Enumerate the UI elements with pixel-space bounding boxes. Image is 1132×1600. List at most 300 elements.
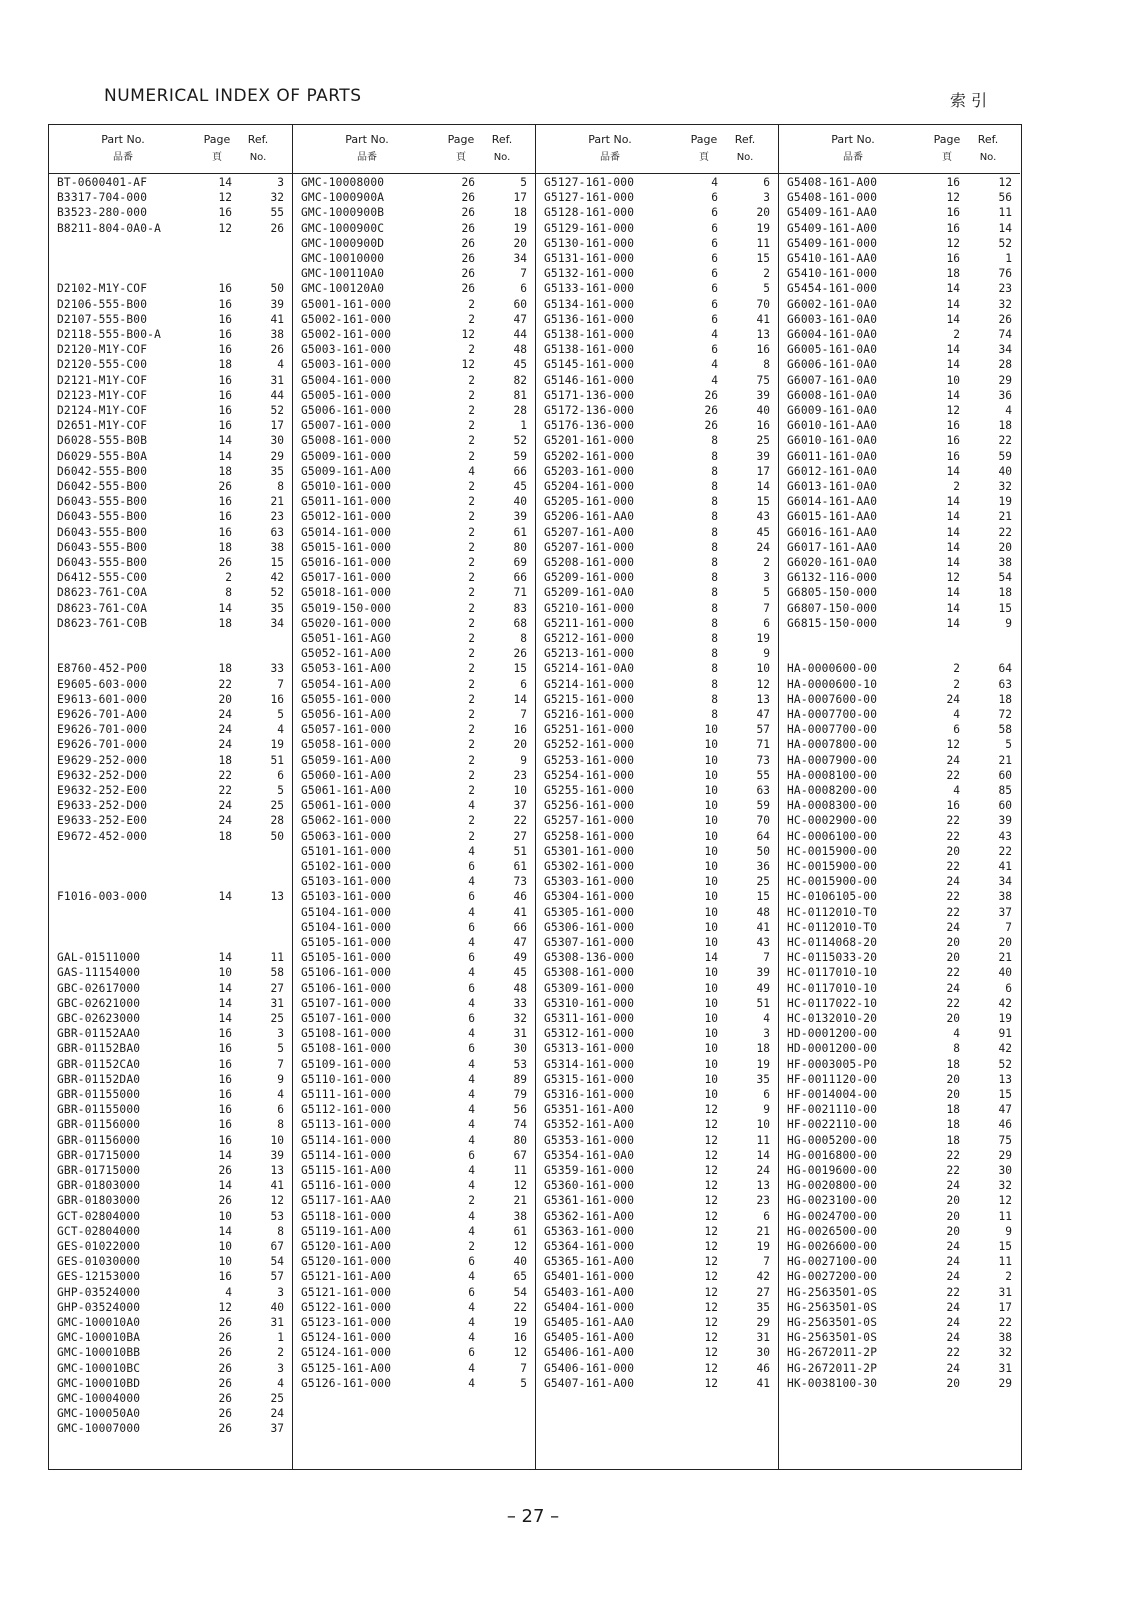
table-row (779, 1241, 1020, 1253)
table-row (536, 800, 778, 812)
ref-number: 4 (1005, 404, 1012, 417)
part-number: G5206-161-AA0 (544, 510, 635, 524)
page-ref: 10 (704, 1027, 718, 1041)
ref-number: 26 (998, 312, 1012, 326)
part-number: GES-01022000 (57, 1240, 141, 1253)
page-ref: 20 (946, 1224, 960, 1238)
table-row (779, 1347, 1020, 1359)
part-number: HF-0011120-00 (787, 1072, 878, 1086)
page-ref: 26 (218, 1194, 232, 1208)
ref-number: 41 (756, 312, 770, 326)
part-number: HK-0038100-30 (787, 1376, 878, 1390)
table-row (536, 648, 778, 660)
table-row (536, 1256, 778, 1268)
table-row (49, 1256, 292, 1268)
page-ref: 4 (468, 1300, 475, 1314)
ref-number: 23 (513, 768, 527, 782)
part-number: GBR-01155000 (57, 1103, 141, 1117)
page-ref: 10 (704, 829, 718, 843)
page-ref: 26 (704, 419, 718, 433)
table-row (49, 375, 292, 387)
table-row (779, 922, 1020, 934)
part-number: G5410-161-AA0 (787, 252, 878, 265)
part-number: G5114-161-000 (301, 1133, 392, 1147)
table-row (779, 937, 1020, 949)
page-ref: 26 (461, 191, 475, 205)
page-ref: 6 (953, 723, 960, 737)
ref-number: 19 (756, 1057, 770, 1071)
table-row (49, 192, 292, 204)
page-ref: 6 (711, 297, 718, 311)
table-row (49, 770, 292, 782)
page-ref: 16 (218, 1057, 232, 1071)
parts-index-table (48, 124, 1022, 1470)
table-row (536, 1013, 778, 1025)
ref-number: 38 (998, 890, 1012, 904)
ref-number: 38 (270, 328, 284, 341)
part-number: G5108-161-000 (301, 1027, 392, 1041)
table-row (293, 1165, 535, 1177)
part-number: G5061-161-A00 (301, 784, 392, 797)
ref-number: 57 (270, 1270, 284, 1284)
part-number: G5115-161-A00 (301, 1164, 392, 1177)
ref-number: 58 (270, 966, 284, 980)
table-row (536, 618, 778, 630)
table-row (49, 1423, 292, 1435)
part-number: G5361-161-000 (544, 1194, 635, 1208)
ref-number: 42 (270, 571, 284, 585)
page-ref: 16 (218, 388, 232, 402)
part-number: E9632-252-E00 (57, 784, 148, 797)
ref-number: 31 (270, 373, 284, 387)
table-row (49, 405, 292, 417)
ref-number: 61 (513, 1224, 527, 1238)
page-ref: 24 (946, 920, 960, 934)
page-ref: 6 (711, 206, 718, 220)
table-row (779, 1302, 1020, 1314)
page-ref: 16 (218, 419, 232, 433)
table-row (49, 329, 292, 341)
page-ref: 26 (218, 1164, 232, 1177)
table-row (536, 831, 778, 843)
part-number: G5213-161-000 (544, 647, 635, 661)
page-ref: 2 (468, 540, 475, 554)
page-ref: 2 (468, 312, 475, 326)
ref-number: 49 (513, 951, 527, 965)
page-ref: 8 (711, 632, 718, 645)
table-row (536, 1119, 778, 1131)
table-row (779, 192, 1020, 204)
page-ref: 10 (704, 1088, 718, 1101)
table-row (536, 1074, 778, 1086)
header-part-no: Part No. (831, 133, 875, 146)
table-row (536, 466, 778, 478)
ref-number: 29 (998, 1376, 1012, 1390)
part-number: G5106-161-000 (301, 966, 392, 980)
part-number: GBC-02621000 (57, 996, 141, 1010)
table-row (293, 283, 535, 295)
table-row (293, 1089, 535, 1101)
page-ref: 26 (461, 176, 475, 189)
part-number: G6012-161-0A0 (787, 464, 878, 478)
table-row (779, 496, 1020, 508)
page-ref: 4 (468, 1179, 475, 1193)
ref-number: 63 (998, 677, 1012, 691)
page-ref: 22 (946, 829, 960, 843)
ref-number: 22 (998, 1316, 1012, 1329)
table-row (536, 451, 778, 463)
ref-number: 45 (513, 966, 527, 980)
ref-number: 11 (998, 1209, 1012, 1223)
part-number: GMC-1000900A (301, 191, 385, 205)
ref-number: 66 (513, 571, 527, 585)
page-ref: 10 (704, 966, 718, 980)
page-ref: 2 (468, 1194, 475, 1208)
table-row (293, 846, 535, 858)
page-ref: 2 (225, 571, 232, 585)
part-number: G5212-161-000 (544, 632, 635, 645)
part-number: G5060-161-A00 (301, 768, 392, 782)
ref-number: 2 (1005, 1270, 1012, 1284)
table-row (536, 1317, 778, 1329)
part-number: G5131-161-000 (544, 252, 635, 265)
table-row (293, 542, 535, 554)
page-ref: 14 (946, 616, 960, 630)
header-ref: Ref. (977, 133, 999, 146)
page-ref: 14 (218, 1224, 232, 1238)
page-ref: 10 (704, 723, 718, 737)
ref-number: 29 (998, 1148, 1012, 1162)
table-row (536, 405, 778, 417)
page-ref: 12 (946, 571, 960, 585)
page-ref: 26 (218, 1407, 232, 1421)
table-row (779, 891, 1020, 903)
part-number: G5408-161-000 (787, 191, 878, 205)
page-ref: 14 (218, 981, 232, 995)
ref-number: 17 (270, 419, 284, 433)
table-row (779, 724, 1020, 736)
ref-number: 40 (998, 464, 1012, 478)
table-row (293, 1332, 535, 1344)
page-ref: 12 (704, 1346, 718, 1360)
table-row (536, 1135, 778, 1147)
part-number: G5454-161-000 (787, 282, 878, 296)
part-number: G6010-161-0A0 (787, 434, 878, 448)
part-number: D6043-555-B00 (57, 525, 148, 539)
table-row (779, 1135, 1020, 1147)
part-number: GBR-01152BA0 (57, 1042, 141, 1056)
table-row (293, 1378, 535, 1390)
page-ref: 26 (218, 480, 232, 493)
header-page: Page (203, 133, 231, 146)
part-number: G5005-161-000 (301, 388, 392, 402)
table-row (49, 694, 292, 706)
table-row (536, 420, 778, 432)
page-ref: 2 (468, 692, 475, 706)
part-number: G5120-161-A00 (301, 1240, 392, 1253)
page-ref: 14 (946, 495, 960, 509)
table-row (49, 1408, 292, 1420)
page-ref: 4 (468, 1164, 475, 1177)
page-ref: 10 (704, 768, 718, 782)
table-row (779, 831, 1020, 843)
page-ref: 2 (953, 677, 960, 691)
table-row (779, 557, 1020, 569)
page-ref: 12 (218, 221, 232, 235)
ref-number: 23 (756, 1194, 770, 1208)
part-number: HC-0114068-20 (787, 936, 878, 949)
ref-number: 71 (756, 738, 770, 752)
part-number: GMC-1000900C (301, 221, 385, 235)
part-number: HA-0007700-00 (787, 723, 878, 737)
page-ref: 8 (711, 464, 718, 478)
page-ref: 4 (953, 708, 960, 721)
table-row (779, 952, 1020, 964)
page-ref: 2 (953, 662, 960, 676)
part-number: G5111-161-000 (301, 1088, 392, 1101)
page-ref: 14 (946, 464, 960, 478)
page-ref: 20 (946, 844, 960, 858)
ref-number: 30 (513, 1042, 527, 1056)
table-row (536, 983, 778, 995)
page-ref: 16 (218, 297, 232, 311)
page-ref: 2 (468, 708, 475, 721)
part-number: G5103-161-000 (301, 875, 392, 889)
table-row (536, 557, 778, 569)
part-number: G5121-161-000 (301, 1285, 392, 1299)
part-number: G6015-161-AA0 (787, 510, 878, 524)
table-row (49, 1226, 292, 1238)
page-ref: 24 (946, 692, 960, 706)
page-ref: 4 (468, 1316, 475, 1329)
part-number: G5003-161-000 (301, 358, 392, 372)
table-row (779, 618, 1020, 630)
ref-number: 1 (1005, 252, 1012, 265)
ref-number: 8 (277, 480, 284, 493)
page-ref: 2 (468, 677, 475, 691)
part-number: G5104-161-000 (301, 905, 392, 919)
ref-number: 65 (513, 1270, 527, 1284)
part-number: G5014-161-000 (301, 525, 392, 539)
page-ref: 16 (946, 419, 960, 433)
page-ref: 4 (711, 373, 718, 387)
table-row (49, 390, 292, 402)
table-row (49, 1180, 292, 1192)
part-number: G5308-161-000 (544, 966, 635, 980)
ref-number: 18 (756, 1042, 770, 1056)
table-row (293, 420, 535, 432)
table-row (536, 1347, 778, 1359)
part-number: G5129-161-000 (544, 221, 635, 235)
part-number: GCT-02804000 (57, 1209, 141, 1223)
table-row (536, 587, 778, 599)
table-row (49, 496, 292, 508)
ref-number: 22 (998, 844, 1012, 858)
part-number: G5172-136-000 (544, 404, 635, 417)
page-ref: 2 (468, 738, 475, 752)
ref-number: 35 (756, 1072, 770, 1086)
ref-number: 3 (763, 1027, 770, 1041)
part-number: G5002-161-000 (301, 312, 392, 326)
page-ref: 2 (468, 829, 475, 843)
header-page: Page (933, 133, 961, 146)
part-number: D6042-555-B00 (57, 464, 148, 478)
ref-number: 13 (756, 1179, 770, 1193)
part-number: G5255-161-000 (544, 784, 635, 797)
ref-number: 41 (756, 920, 770, 934)
ref-number: 9 (1005, 1224, 1012, 1238)
table-row (293, 435, 535, 447)
part-number: HA-0007800-00 (787, 738, 878, 752)
ref-number: 22 (513, 1300, 527, 1314)
part-number: D2651-M1Y-COF (57, 419, 148, 433)
table-row (293, 511, 535, 523)
page-ref: 24 (946, 753, 960, 767)
part-number: G5104-161-000 (301, 920, 392, 934)
table-row (49, 1013, 292, 1025)
ref-number: 85 (998, 784, 1012, 797)
table-row (779, 846, 1020, 858)
ref-number: 31 (756, 1331, 770, 1345)
table-row (779, 1317, 1020, 1329)
ref-number: 80 (513, 540, 527, 554)
part-number: G5365-161-A00 (544, 1255, 635, 1269)
page-ref: 16 (218, 282, 232, 296)
ref-number: 3 (763, 571, 770, 585)
page-ref: 12 (704, 1103, 718, 1117)
page-ref: 22 (946, 768, 960, 782)
part-number: G5011-161-000 (301, 495, 392, 509)
ref-number: 3 (277, 176, 284, 189)
table-row (536, 679, 778, 691)
ref-number: 52 (270, 404, 284, 417)
part-number: G5304-161-000 (544, 890, 635, 904)
page-ref: 10 (704, 784, 718, 797)
table-row (49, 481, 292, 493)
table-row (536, 207, 778, 219)
ref-number: 35 (756, 1300, 770, 1314)
ref-number: 31 (998, 1361, 1012, 1375)
part-number: GBR-01152AA0 (57, 1027, 141, 1041)
table-row (536, 1302, 778, 1314)
ref-number: 21 (513, 1194, 527, 1208)
ref-number: 18 (998, 586, 1012, 600)
page-ref: 18 (946, 1118, 960, 1132)
table-row (536, 1150, 778, 1162)
page-ref: 2 (468, 434, 475, 448)
table-row (49, 177, 292, 189)
ref-number: 4 (277, 1376, 284, 1390)
table-row (49, 603, 292, 615)
page-ref: 26 (461, 221, 475, 235)
table-row (779, 390, 1020, 402)
ref-number: 6 (520, 677, 527, 691)
ref-number: 7 (763, 951, 770, 965)
page-ref: 26 (218, 1346, 232, 1360)
part-number: G5128-161-000 (544, 206, 635, 220)
page-ref: 10 (946, 373, 960, 387)
table-row (536, 1089, 778, 1101)
part-number: G5401-161-000 (544, 1270, 635, 1284)
page-ref: 12 (704, 1240, 718, 1253)
ref-number: 30 (756, 1346, 770, 1360)
table-row (536, 891, 778, 903)
part-number: HF-0014004-00 (787, 1088, 878, 1101)
ref-number: 8 (277, 1118, 284, 1132)
page-ref: 2 (953, 480, 960, 493)
ref-number: 8 (520, 632, 527, 645)
page-ref: 8 (711, 708, 718, 721)
page-ref: 6 (711, 221, 718, 235)
table-row (779, 1059, 1020, 1071)
table-row (779, 283, 1020, 295)
table-row (293, 1074, 535, 1086)
page-ref: 24 (946, 1255, 960, 1269)
table-row (536, 952, 778, 964)
page-ref: 6 (468, 1012, 475, 1025)
table-row (49, 511, 292, 523)
page-ref: 12 (704, 1209, 718, 1223)
table-row (49, 663, 292, 675)
table-row (49, 435, 292, 447)
header-part-no-jp: 品番 (357, 152, 377, 163)
ref-number: 31 (513, 1027, 527, 1041)
page-ref: 18 (218, 753, 232, 767)
ref-number: 61 (513, 525, 527, 539)
header-part-no: Part No. (588, 133, 632, 146)
ref-number: 9 (763, 1103, 770, 1117)
ref-number: 25 (270, 1392, 284, 1405)
ref-number: 10 (756, 662, 770, 676)
page-ref: 22 (218, 784, 232, 797)
ref-number: 24 (756, 1164, 770, 1177)
page-ref: 26 (461, 282, 475, 296)
table-row (536, 861, 778, 873)
part-number: GMC-100010BC (57, 1361, 141, 1375)
table-row (293, 344, 535, 356)
ref-number: 29 (270, 449, 284, 463)
page-ref: 22 (946, 814, 960, 828)
ref-number: 19 (756, 632, 770, 645)
page-number: – 27 – (506, 1506, 560, 1527)
page-ref: 8 (711, 677, 718, 691)
page-ref: 2 (468, 616, 475, 630)
page-ref: 26 (461, 206, 475, 220)
page-ref: 2 (468, 510, 475, 524)
table-row (779, 299, 1020, 311)
ref-number: 8 (763, 358, 770, 372)
page-ref: 24 (218, 738, 232, 752)
part-number: F1016-003-000 (57, 890, 148, 904)
ref-number: 22 (998, 434, 1012, 448)
header-page-jp: 頁 (942, 152, 952, 163)
ref-number: 53 (513, 1057, 527, 1071)
ref-number: 36 (998, 388, 1012, 402)
ref-number: 4 (277, 358, 284, 372)
table-row (779, 207, 1020, 219)
table-row (49, 451, 292, 463)
table-row (293, 739, 535, 751)
page-ref: 8 (711, 434, 718, 448)
part-number: GMC-100120A0 (301, 282, 385, 296)
page-ref: 24 (946, 1270, 960, 1284)
table-row (779, 603, 1020, 615)
ref-number: 54 (998, 571, 1012, 585)
part-number: HA-0008200-00 (787, 784, 878, 797)
table-row (293, 679, 535, 691)
part-number: G5146-161-000 (544, 373, 635, 387)
ref-number: 57 (756, 723, 770, 737)
